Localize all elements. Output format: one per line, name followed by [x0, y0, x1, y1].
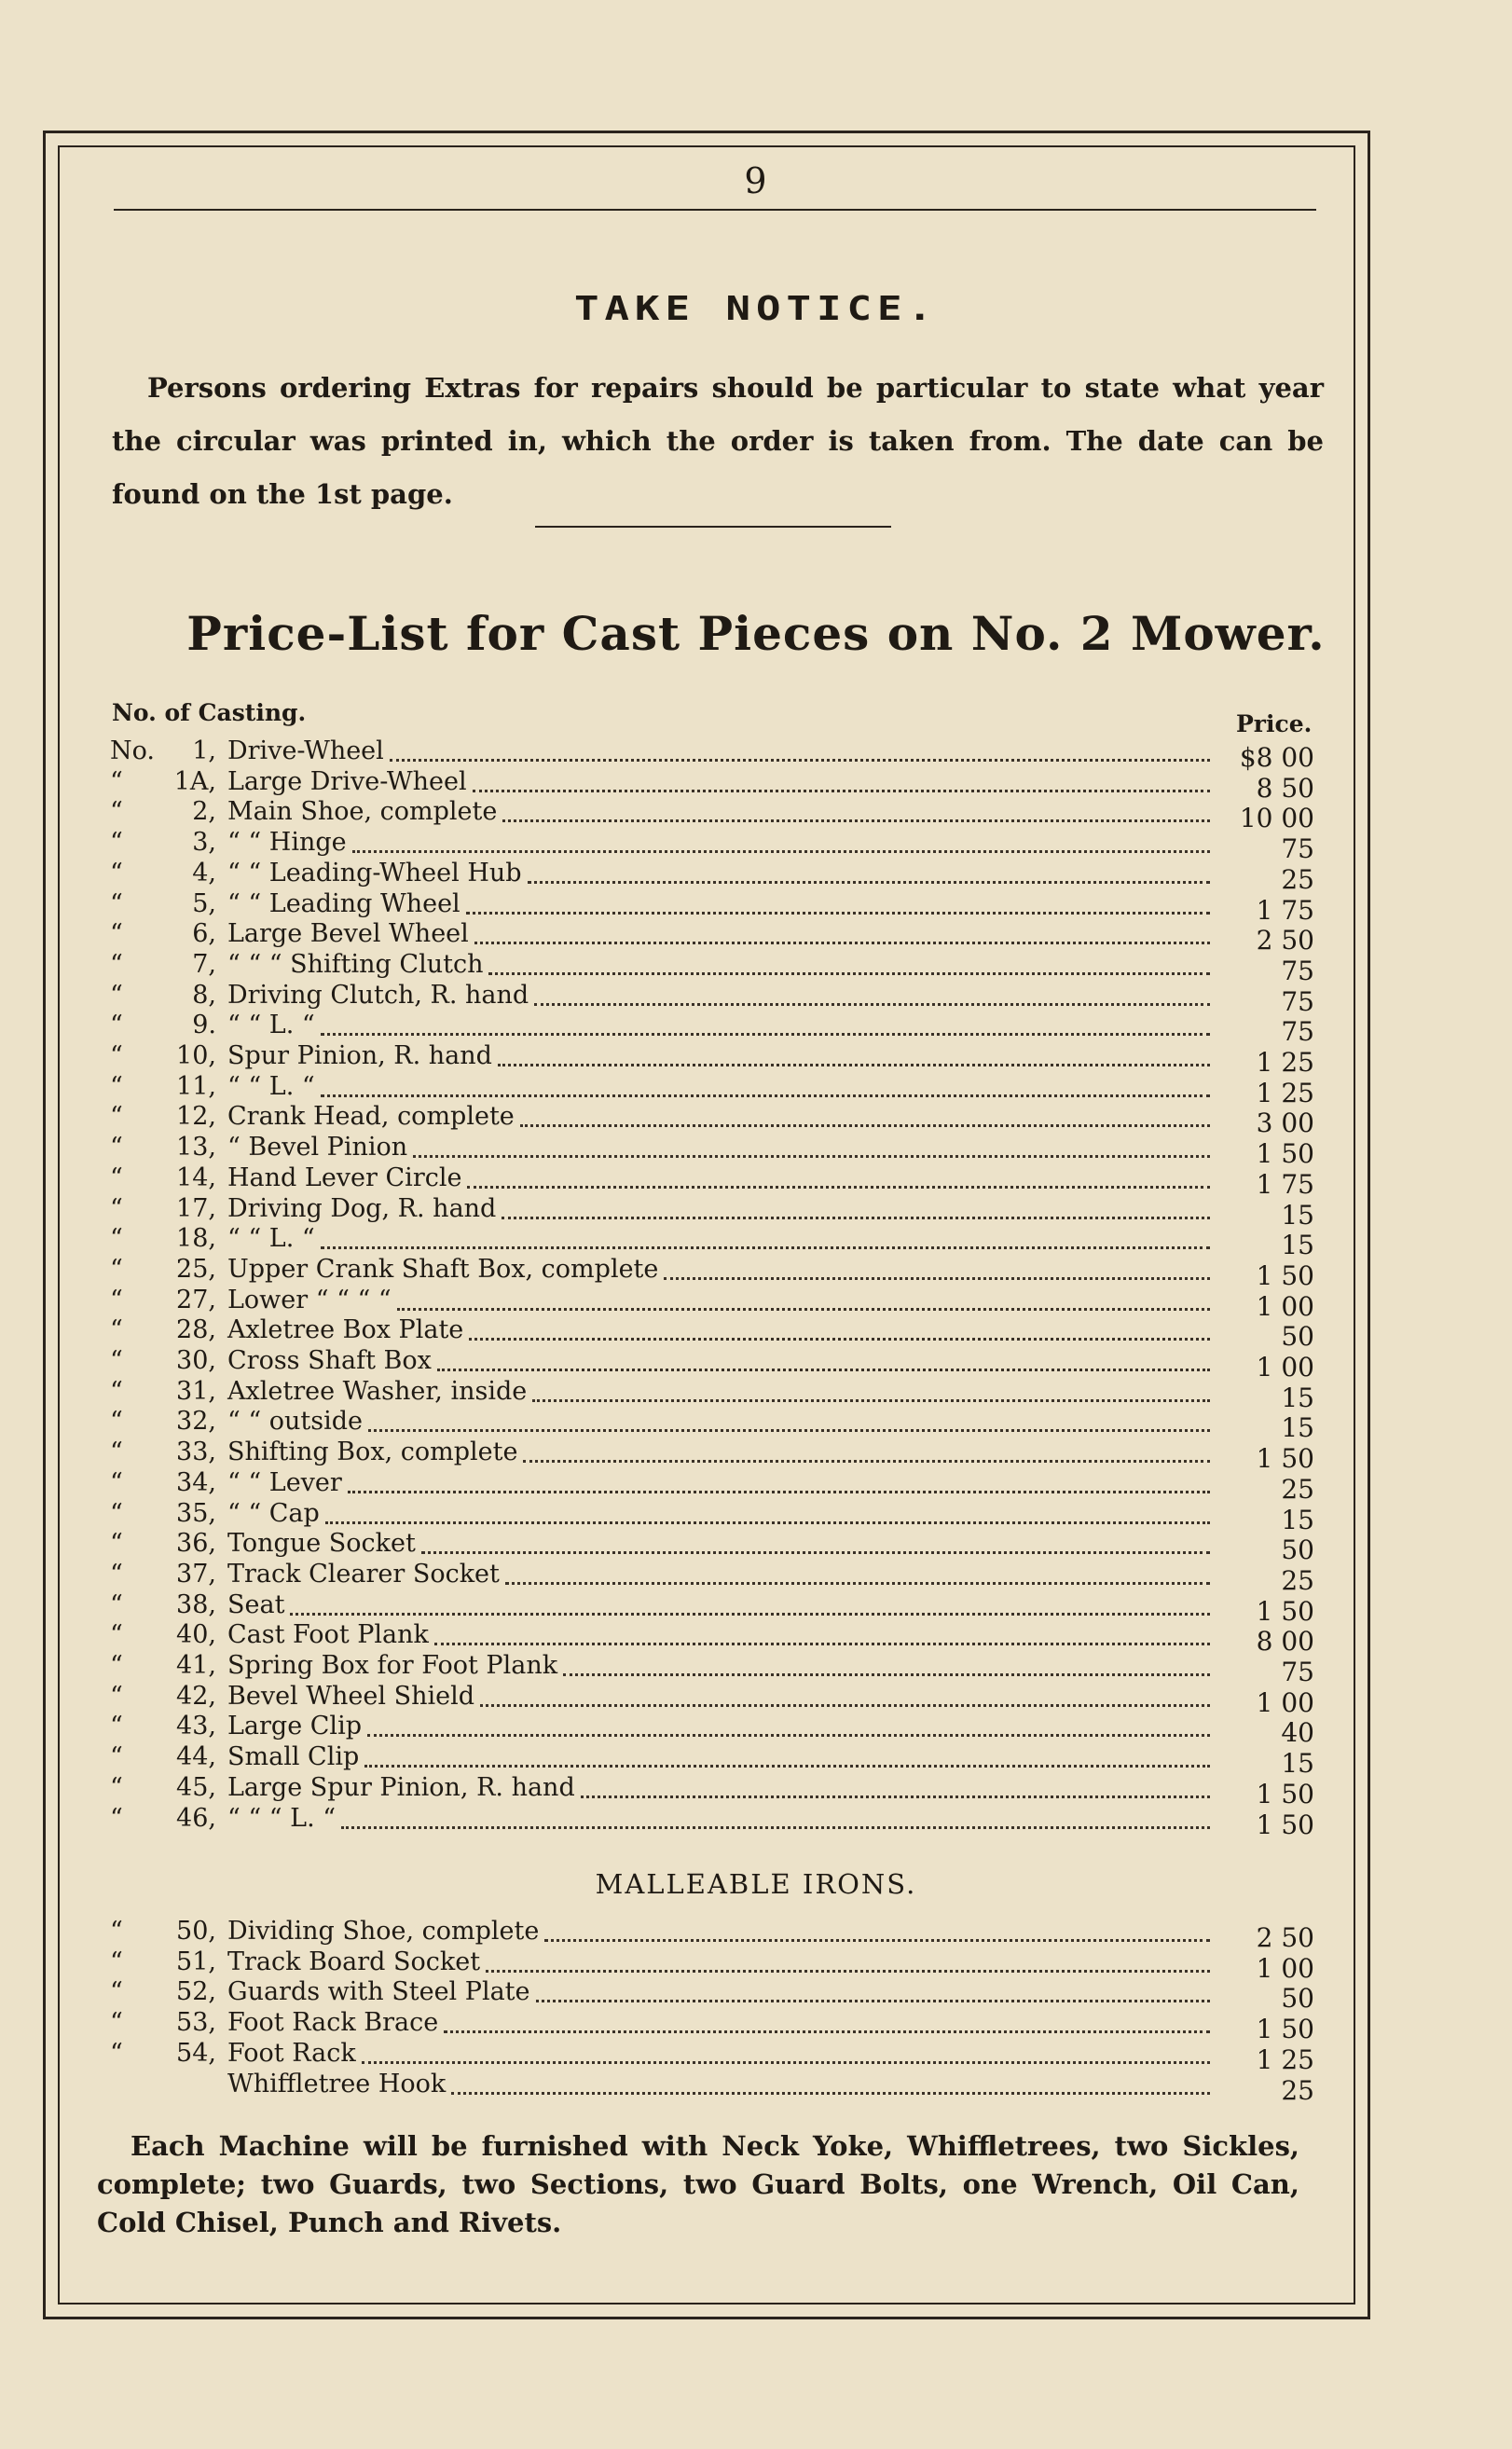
- list-item: [0, 1681, 1512, 1718]
- item-name: Spur Pinion, R. hand: [227, 1041, 492, 1070]
- item-name: Driving Clutch, R. hand: [227, 980, 529, 1010]
- item-number: 40,: [176, 1620, 216, 1650]
- item-ditto-mark: “: [110, 1376, 123, 1406]
- item-price: 1 00: [1256, 1952, 1314, 1984]
- item-number: 50,: [176, 1917, 216, 1946]
- item-price: 15: [1281, 1412, 1314, 1444]
- item-ditto-mark: “: [110, 1803, 123, 1833]
- leader-dots: [563, 1673, 1210, 1676]
- item-name: Large Drive-Wheel: [227, 766, 467, 796]
- list-item: [0, 736, 1512, 773]
- leader-dots: [480, 1704, 1210, 1707]
- column-header-casting: No. of Casting.: [112, 699, 307, 726]
- item-name: Shifting Box, complete: [227, 1438, 518, 1467]
- leader-dots: [467, 1186, 1210, 1189]
- item-ditto-mark: “: [110, 1620, 123, 1650]
- item-name: Foot Rack Brace: [227, 2008, 439, 2038]
- item-name: Lower “ “ “ “: [227, 1285, 392, 1314]
- item-number: 51,: [176, 1947, 216, 1976]
- item-name: Seat: [227, 1589, 285, 1619]
- item-number: 43,: [176, 1712, 216, 1741]
- leader-dots: [473, 790, 1210, 792]
- price-list-title: Price-List for Cast Pieces on No. 2 Mower.: [186, 606, 1326, 661]
- item-price: 1 75: [1256, 1168, 1314, 1200]
- malleable-irons-title: MALLEABLE IRONS.: [595, 1868, 917, 1900]
- notice-title: TAKE NOTICE.: [574, 290, 938, 328]
- item-price: 15: [1281, 1382, 1314, 1413]
- item-name: Large Clip: [227, 1712, 362, 1741]
- item-name: Large Bevel Wheel: [227, 919, 469, 949]
- item-ditto-mark: No.: [110, 736, 155, 765]
- leader-dots: [321, 1094, 1210, 1097]
- item-ditto-mark: “: [110, 1102, 123, 1132]
- item-price: 15: [1281, 1748, 1314, 1780]
- item-number: 38,: [176, 1589, 216, 1619]
- leader-dots: [523, 1460, 1210, 1463]
- list-item: [0, 1620, 1512, 1658]
- leader-dots: [364, 1765, 1210, 1768]
- item-price: 10 00: [1239, 803, 1314, 834]
- list-item: [0, 1529, 1512, 1566]
- leader-dots: [534, 1003, 1210, 1006]
- item-number: 6,: [192, 919, 216, 949]
- leader-dots: [421, 1551, 1210, 1554]
- leader-dots: [321, 1033, 1210, 1036]
- item-price: 1 50: [1256, 1809, 1314, 1840]
- item-price: 1 50: [1256, 1443, 1314, 1475]
- list-item: [0, 1803, 1512, 1840]
- item-ditto-mark: “: [110, 1163, 123, 1192]
- list-item: [0, 1133, 1512, 1170]
- column-header-price: Price.: [1236, 710, 1313, 737]
- item-number: 7,: [192, 949, 216, 979]
- item-price: 75: [1281, 833, 1314, 865]
- leader-dots: [502, 819, 1210, 822]
- item-number: 3,: [192, 828, 216, 858]
- list-item: [0, 2038, 1512, 2075]
- item-ditto-mark: “: [110, 1438, 123, 1467]
- item-ditto-mark: “: [110, 1407, 123, 1437]
- item-number: 27,: [176, 1285, 216, 1314]
- leader-dots: [451, 2092, 1210, 2095]
- leader-dots: [437, 1369, 1210, 1371]
- list-item: [0, 1742, 1512, 1780]
- item-ditto-mark: “: [110, 1467, 123, 1497]
- list-item: [0, 1977, 1512, 2015]
- leader-dots: [498, 1064, 1210, 1066]
- item-price: 1 75: [1256, 894, 1314, 926]
- item-ditto-mark: “: [110, 949, 123, 979]
- item-number: 32,: [176, 1407, 216, 1437]
- item-number: 14,: [176, 1163, 216, 1192]
- item-price: 50: [1281, 1321, 1314, 1353]
- item-ditto-mark: “: [110, 1651, 123, 1680]
- item-price: 25: [1281, 1564, 1314, 1596]
- item-price: 50: [1281, 1983, 1314, 2015]
- leader-dots: [581, 1795, 1210, 1798]
- leader-dots: [368, 1429, 1210, 1432]
- item-price: 1 50: [1256, 2014, 1314, 2045]
- item-price: 75: [1281, 955, 1314, 986]
- list-item: [0, 858, 1512, 895]
- item-name: Tongue Socket: [227, 1529, 416, 1559]
- leader-dots: [536, 2000, 1210, 2002]
- page-number: 9: [744, 160, 768, 201]
- item-ditto-mark: “: [110, 1315, 123, 1345]
- item-name: “ “ outside: [227, 1407, 364, 1437]
- footer-note: Each Machine will be furnished with Neck Yoke, Whiffletrees, two Sickles, complete; two Guards, two Sections, two Guard Bolts, one Wrench, Oil Can, Cold Chisel, Punch and Rivets.: [97, 2130, 1299, 2238]
- item-number: 46,: [176, 1803, 216, 1833]
- item-number: 11,: [176, 1071, 216, 1101]
- item-ditto-mark: “: [110, 1498, 123, 1528]
- list-item: [0, 1467, 1512, 1505]
- item-ditto-mark: “: [110, 1772, 123, 1802]
- item-number: 12,: [176, 1102, 216, 1132]
- item-name: Track Clearer Socket: [227, 1559, 500, 1589]
- item-number: 9.: [192, 1011, 216, 1040]
- item-price: 75: [1281, 1657, 1314, 1687]
- item-price: 15: [1281, 1199, 1314, 1231]
- item-ditto-mark: “: [110, 1559, 123, 1589]
- item-price: 1 50: [1256, 1778, 1314, 1809]
- item-number: 31,: [176, 1376, 216, 1406]
- item-price: 75: [1281, 985, 1314, 1017]
- item-name: Drive-Wheel: [227, 736, 384, 765]
- item-ditto-mark: “: [110, 1712, 123, 1741]
- leader-dots: [341, 1826, 1210, 1829]
- item-price: 50: [1281, 1534, 1314, 1566]
- item-price: 1 50: [1256, 1259, 1314, 1291]
- item-name: “ “ Leading-Wheel Hub: [227, 858, 522, 887]
- item-price: 8 00: [1256, 1626, 1314, 1658]
- list-item: [0, 919, 1512, 956]
- list-item: [0, 1071, 1512, 1108]
- item-number: 34,: [176, 1467, 216, 1497]
- leader-dots: [321, 1246, 1210, 1249]
- item-ditto-mark: “: [110, 1742, 123, 1772]
- item-name: Crank Head, complete: [227, 1102, 515, 1132]
- list-item: [0, 1102, 1512, 1139]
- list-item: [0, 828, 1512, 865]
- leader-dots: [444, 2030, 1210, 2033]
- list-item: [0, 1712, 1512, 1749]
- item-number: 1,: [192, 736, 216, 765]
- list-item: [0, 1285, 1512, 1322]
- item-price: 15: [1281, 1230, 1314, 1261]
- leader-dots: [413, 1155, 1210, 1158]
- item-name: Guards with Steel Plate: [227, 1977, 530, 2007]
- leader-dots: [664, 1277, 1210, 1280]
- leader-dots: [505, 1582, 1210, 1585]
- item-number: 36,: [176, 1529, 216, 1559]
- item-number: 5,: [192, 888, 216, 918]
- item-name: Axletree Box Plate: [227, 1315, 464, 1345]
- list-item: [0, 1254, 1512, 1291]
- list-item: [0, 1917, 1512, 1953]
- item-price: 40: [1281, 1717, 1314, 1749]
- leader-dots: [520, 1124, 1210, 1127]
- item-name: Small Clip: [227, 1742, 360, 1772]
- item-price: $8 00: [1239, 742, 1314, 773]
- list-item: [0, 1346, 1512, 1383]
- leader-dots: [325, 1521, 1210, 1524]
- item-number: 18,: [176, 1224, 216, 1254]
- item-ditto-mark: “: [110, 1193, 123, 1223]
- leader-dots: [290, 1613, 1210, 1616]
- list-item: [0, 1589, 1512, 1627]
- item-name: “ “ L. “: [227, 1011, 315, 1040]
- item-number: 28,: [176, 1315, 216, 1345]
- leader-dots: [488, 972, 1210, 975]
- item-price: 1 25: [1256, 1077, 1314, 1108]
- item-name: Hand Lever Circle: [227, 1163, 462, 1192]
- item-number: 17,: [176, 1193, 216, 1223]
- item-name: Foot Rack: [227, 2038, 356, 2068]
- item-price: 25: [1281, 1473, 1314, 1505]
- item-name: Axletree Washer, inside: [227, 1376, 528, 1406]
- item-ditto-mark: “: [110, 1011, 123, 1040]
- leader-dots: [362, 2061, 1210, 2064]
- item-name: “ “ L. “: [227, 1071, 315, 1101]
- list-item: [0, 888, 1512, 926]
- item-name: Large Spur Pinion, R. hand: [227, 1772, 575, 1802]
- item-number: 35,: [176, 1498, 216, 1528]
- item-price: 1 00: [1256, 1352, 1314, 1383]
- list-item: [0, 1559, 1512, 1596]
- item-ditto-mark: “: [110, 1917, 123, 1946]
- list-item: [0, 1315, 1512, 1353]
- list-item: [0, 2069, 1512, 2106]
- item-ditto-mark: “: [110, 797, 123, 827]
- list-item: [0, 949, 1512, 986]
- leader-dots: [502, 1217, 1210, 1219]
- item-ditto-mark: “: [110, 1133, 123, 1163]
- leader-dots: [348, 1491, 1210, 1493]
- list-item: [0, 1011, 1512, 1048]
- item-ditto-mark: “: [110, 888, 123, 918]
- list-item: [0, 1193, 1512, 1231]
- item-number: 41,: [176, 1651, 216, 1680]
- item-ditto-mark: “: [110, 1681, 123, 1711]
- item-number: 42,: [176, 1681, 216, 1711]
- leader-dots: [532, 1399, 1210, 1402]
- item-name: “ Bevel Pinion: [227, 1133, 408, 1163]
- item-ditto-mark: “: [110, 1529, 123, 1559]
- list-item: [0, 1772, 1512, 1809]
- item-price: 15: [1281, 1504, 1314, 1535]
- leader-dots: [474, 942, 1210, 944]
- leader-dots: [434, 1643, 1210, 1645]
- item-number: 37,: [176, 1559, 216, 1589]
- item-price: 2 50: [1256, 1922, 1314, 1953]
- leader-dots: [528, 881, 1210, 884]
- item-price: 3 00: [1256, 1108, 1314, 1139]
- item-number: 52,: [176, 1977, 216, 2007]
- item-name: Bevel Wheel Shield: [227, 1681, 475, 1711]
- item-price: 25: [1281, 2074, 1314, 2106]
- item-name: “ “ Hinge: [227, 828, 347, 858]
- item-ditto-mark: “: [110, 919, 123, 949]
- item-price: 1 00: [1256, 1290, 1314, 1322]
- item-number: 30,: [176, 1346, 216, 1375]
- item-name: Cross Shaft Box: [227, 1346, 432, 1375]
- item-ditto-mark: “: [110, 1285, 123, 1314]
- list-item: [0, 1438, 1512, 1475]
- leader-dots: [469, 1338, 1210, 1341]
- item-number: 4,: [192, 858, 216, 887]
- item-number: 8,: [192, 980, 216, 1010]
- leader-dots: [466, 912, 1210, 915]
- item-number: 10,: [176, 1041, 216, 1070]
- item-number: 33,: [176, 1438, 216, 1467]
- item-number: 54,: [176, 2038, 216, 2068]
- item-name: “ “ Cap: [227, 1498, 320, 1528]
- item-ditto-mark: “: [110, 1947, 123, 1976]
- item-number: 13,: [176, 1133, 216, 1163]
- item-name: Dividing Shoe, complete: [227, 1917, 540, 1946]
- item-name: Track Board Socket: [227, 1947, 481, 1976]
- item-name: Cast Foot Plank: [227, 1620, 429, 1650]
- item-ditto-mark: “: [110, 766, 123, 796]
- item-ditto-mark: “: [110, 1254, 123, 1284]
- item-ditto-mark: “: [110, 1589, 123, 1619]
- list-item: [0, 2008, 1512, 2045]
- header-rule: [114, 209, 1316, 211]
- item-price: 2 50: [1256, 925, 1314, 956]
- section-divider: [535, 526, 891, 528]
- list-item: [0, 766, 1512, 804]
- notice-text: Persons ordering Extras for repairs should be particular to state what year the circular was printed in, which the order is taken from. The date can be found on the 1st page.: [112, 372, 1324, 510]
- item-ditto-mark: “: [110, 1977, 123, 2007]
- leader-dots: [390, 759, 1210, 762]
- item-ditto-mark: “: [110, 2008, 123, 2038]
- item-name: Whiffletree Hook: [227, 2069, 447, 2098]
- item-number: 53,: [176, 2008, 216, 2038]
- item-ditto-mark: “: [110, 858, 123, 887]
- item-name: “ “ Leading Wheel: [227, 888, 460, 918]
- list-item: [0, 1376, 1512, 1413]
- list-item: [0, 1224, 1512, 1261]
- item-name: Main Shoe, complete: [227, 797, 498, 827]
- item-price: 1 25: [1256, 2043, 1314, 2075]
- leader-dots: [486, 1970, 1210, 1973]
- list-item: [0, 1651, 1512, 1687]
- item-price: 8 50: [1256, 772, 1314, 804]
- item-name: “ “ Lever: [227, 1467, 342, 1497]
- item-name: Spring Box for Foot Plank: [227, 1651, 558, 1680]
- item-price: 1 00: [1256, 1686, 1314, 1718]
- leader-dots: [397, 1308, 1210, 1311]
- leader-dots: [544, 1939, 1210, 1942]
- list-item: [0, 980, 1512, 1017]
- list-item: [0, 1407, 1512, 1444]
- list-item: [0, 1947, 1512, 1984]
- list-item: [0, 1498, 1512, 1535]
- item-ditto-mark: “: [110, 980, 123, 1010]
- item-ditto-mark: “: [110, 1224, 123, 1254]
- item-ditto-mark: “: [110, 828, 123, 858]
- item-name: Driving Dog, R. hand: [227, 1193, 497, 1223]
- item-ditto-mark: “: [110, 1346, 123, 1375]
- item-number: 44,: [176, 1742, 216, 1772]
- item-name: “ “ L. “: [227, 1224, 315, 1254]
- item-price: 25: [1281, 863, 1314, 895]
- list-item: [0, 1163, 1512, 1200]
- item-number: 25,: [176, 1254, 216, 1284]
- list-item: [0, 1041, 1512, 1078]
- item-name: “ “ “ Shifting Clutch: [227, 949, 484, 979]
- leader-dots: [367, 1734, 1210, 1737]
- leader-dots: [352, 850, 1210, 853]
- item-price: 75: [1281, 1016, 1314, 1048]
- item-ditto-mark: “: [110, 2038, 123, 2068]
- list-item: [0, 797, 1512, 834]
- item-number: 45,: [176, 1772, 216, 1802]
- item-price: 1 25: [1256, 1047, 1314, 1078]
- item-ditto-mark: “: [110, 1071, 123, 1101]
- item-name: Upper Crank Shaft Box, complete: [227, 1254, 659, 1284]
- item-number: 2,: [192, 797, 216, 827]
- item-price: 1 50: [1256, 1138, 1314, 1170]
- item-price: 1 50: [1256, 1595, 1314, 1627]
- item-name: “ “ “ L. “: [227, 1803, 337, 1833]
- item-number: 1A,: [173, 766, 216, 796]
- item-ditto-mark: “: [110, 1041, 123, 1070]
